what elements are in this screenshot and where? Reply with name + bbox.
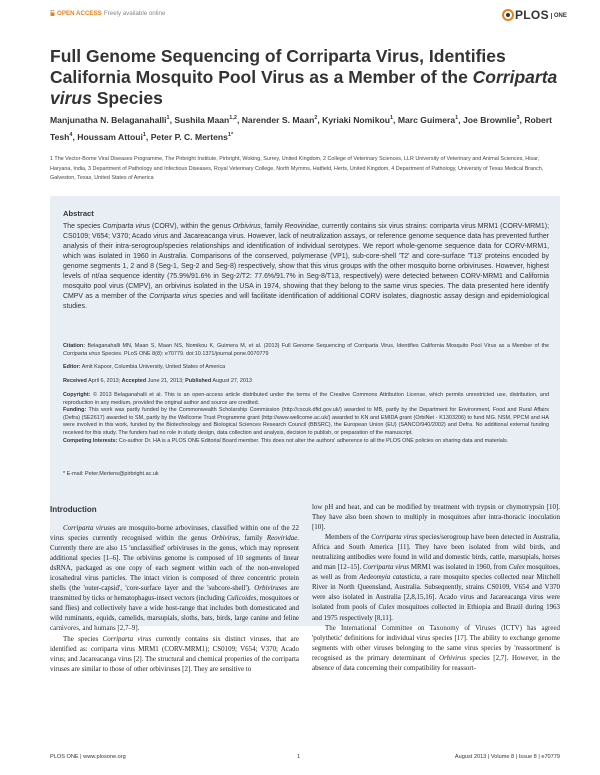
competing-text: Co-author Dr. HA is a PLOS ONE Editorial Board member. This does not alter the authors' adherence to all the PLOS ONE policies on sharing data and materials. bbox=[118, 438, 509, 444]
journal-logo[interactable] bbox=[502, 6, 567, 24]
published-date: August 27, 2013 bbox=[212, 378, 252, 384]
author-name: Houssam Attoui bbox=[77, 131, 143, 142]
left-column bbox=[50, 523, 299, 674]
email[interactable]: * E-mail: Peter.Mertens@pirbright.ac.uk bbox=[63, 471, 159, 477]
published-label: Published bbox=[185, 378, 212, 384]
author-name: Kyriaki Nomikou bbox=[322, 114, 390, 125]
open-lock-icon bbox=[50, 10, 55, 16]
introduction-heading: Introduction bbox=[50, 505, 97, 514]
author-affiliation-mark: 2 bbox=[314, 115, 318, 121]
right-column bbox=[312, 502, 560, 673]
author-name: Robert Tesh bbox=[50, 114, 553, 142]
editor-label: Editor: bbox=[63, 364, 81, 370]
author-list: Manjunatha N. Belaganahalli$^1$, Sushila Maan$^{1,2}$, Narender S. Maan$^2$, Kyriaki Nomikou$^1$, Marc Guimera$^1$, Joe Brownlie$^3$, Robert Tesh$^4$, Houssam Attoui$^1$, Peter P. C. Mertens$^{1*}$ bbox=[50, 114, 553, 142]
author-name: Joe Brownlie bbox=[463, 114, 517, 125]
intro-paragraph-2: The species Corriparta virus currently contains six distinct viruses, that are identified as: corriparta virus MRM1 (CORV-MRM1); CS0109; V654; V370; Acado virus; and Jacareacanga virus [2]. The structural and chemical properties of the corriparta viruses are similar to those of other orbiviruses [2]. They are sensitive to bbox=[50, 634, 299, 673]
author-name: Narender S. Maan bbox=[241, 114, 315, 125]
logo-one-text: ONE bbox=[551, 13, 567, 19]
open-access-label: OPEN ACCESS bbox=[57, 10, 102, 17]
citation-label: Citation: bbox=[63, 343, 86, 349]
author-affiliation-mark: 3 bbox=[516, 115, 520, 121]
author-affiliation-mark: 1 bbox=[389, 115, 394, 121]
author-affiliation-mark: 1,2 bbox=[229, 115, 237, 121]
competing-interests bbox=[63, 438, 549, 446]
abstract-text: The species Corriparta virus (CORV), within the genus Orbivirus, family Reoviridae, currently contains six virus strains: corriparta virus MRM1 (CORV-MRM1); CS0109; V654; V370; Acado virus and Jacareacanga virus. However, lack of neutralization assays, or reference genome sequence data has prevented further analysis of their intra-serogroup/species relationships and identification of individual serotypes. We report whole-genome sequence data for CORV-MRM1, which was isolated in 1960 in Australia. Comparisons of the conserved, polymerase (VP1), sub-core-shell 'T2' and core-surface 'T13' proteins encoded by genome segments 1, 2 and 8 (Seg-1, Seg-2 and Seg-8) respectively, show that this virus groups with the other mosquito borne orbiviruses. However, highest levels of nt/aa sequence identity (75.9%/91.6% in Seg-2/T2: 77.6%/91.7% in Seg-8/T13, respectively) were detected between CORV-MRM1 and California mosquito pool virus (CMPV), an orbivirus isolated in the USA in 1974, showing that they belong to the same virus species. The data presented here identify CMPV as a member of the Corriparta virus species and will facilitate identification of additional CORV isolates, diagnostic assay design and epidemiological studies. bbox=[63, 223, 550, 310]
author-name: Peter P. C. Mertens bbox=[150, 131, 228, 142]
funding-label: Funding: bbox=[63, 407, 87, 413]
footer-page-number: 1 bbox=[297, 754, 301, 760]
editor bbox=[63, 364, 549, 372]
author-affiliation-mark: 1 bbox=[455, 115, 459, 121]
accepted-label: Accepted bbox=[121, 378, 147, 384]
author-affiliation-mark: 4 bbox=[69, 131, 73, 138]
competing-label: Competing Interests: bbox=[63, 438, 118, 444]
funding bbox=[63, 407, 549, 437]
author-name: Marc Guimera bbox=[397, 114, 456, 125]
logo-plos-text: PLOS bbox=[515, 8, 549, 22]
received-label: Received bbox=[63, 378, 87, 384]
copyright bbox=[63, 392, 549, 407]
freely-available-label: Freely available online bbox=[103, 10, 166, 17]
footer-journal[interactable]: PLOS ONE | www.plosone.org bbox=[50, 754, 126, 760]
footer-issue: August 2013 | Volume 8 | Issue 8 | e70779 bbox=[454, 754, 560, 760]
open-access-banner[interactable] bbox=[50, 10, 165, 17]
author-affiliation-mark: 1 bbox=[166, 115, 170, 121]
intro-continued-paragraph: low pH and heat, and can be modified by treatment with trypsin or chymotrypsin [10]. They have also been shown to multiply in mosquitoes after intra-thoracic inoculation [10]. bbox=[312, 503, 560, 532]
copyright-label: Copyright: bbox=[63, 392, 91, 398]
author-name: Manjunatha N. Belaganahalli bbox=[50, 114, 167, 125]
author-affiliation-mark: 1* bbox=[227, 131, 234, 138]
author-affiliation-mark: 1 bbox=[142, 131, 146, 138]
copyright-text: © 2013 Belaganahalli et al. This is an open-access article distributed under the terms of the Creative Commons Attribution License, which permits unrestricted use, distribution, and reproduction in any medium, provided the original author and source are credited. bbox=[63, 392, 549, 406]
citation bbox=[63, 343, 549, 358]
funding-text: This work was partly funded by the Commonwealth Scholarship Commission (http://cscuk.dfid.gov.uk/) awarded to MB, partly by the Department for Environment, Food and Rural Affairs (Defra) (SE2617) awarded to SM, partly by the Wellcome Trust Programme grant (http://www.wellcome.ac.uk/) awarded to KN and EMIDA grant (OrbiNet - K1303206) to fund MG. NSM, PPCM and HA were involved in this work, funded by the Biotechnology and Biological Sciences Research Council (BBSRC), the European Union (EU) (SANCO/940/2002) and Defra. No additional external funding received for this study. The funders had no role in study design, data collection and analysis, decision to publish, or preparation of the manuscript. bbox=[63, 407, 550, 436]
accepted-date: June 21, 2013; bbox=[147, 378, 184, 384]
received-date: April 6, 2013; bbox=[88, 378, 121, 384]
plos-logo-icon bbox=[502, 9, 514, 21]
affiliations: 1 The Vector-Borne Viral Diseases Programme, The Pirbright Institute, Pirbright, Woking, Surrey, United Kingdom, 2 College of Veterinary Sciences, LLR University of Veterinary and Animal Sciences, Hisar, Haryana, India, 3 Department of Pathology and Infectious Diseases, Royal Veterinary College, North Mymms, Hatfield, Herts, United Kingdom, 4 Department of Pathology, University of Texas Medical Branch, Galveston, Texas, United States of America bbox=[50, 156, 544, 181]
author-name: Sushila Maan bbox=[174, 114, 230, 125]
article-title: Full Genome Sequencing of Corriparta Virus, Identifies California Mosquito Pool Virus as a Member of the Corriparta virus Species bbox=[50, 46, 558, 108]
abstract-heading: Abstract bbox=[63, 209, 94, 218]
intro-paragraph-1: Corriparta viruses are mosquito-borne arboviruses, classified within one of the 22 virus species currently recognised within the genus Orbivirus, family Reoviridae. Currently there are also 15 'unclassified' orbiviruses in the genus, which may represent additional species [1–6]. The orbivirus genome is composed of 10 segments of linear dsRNA, packaged as one copy of each segment within each of the non-enveloped icosahedral virus particles. The intact virion is composed of three concentric protein shells (the 'outer-capsid', 'core-surface layer and the 'subcore-shell'). Orbiviruses are transmitted by ticks or hematophagus-insect vectors (including Culicoides, mosquitoes or sand flies) and collectively have a wide host-range that includes both domesticated and wild ruminants, equids, camelids, marsupials, sloths, bats, birds, large canine and feline carnivores, and humans [2,7–9]. bbox=[50, 524, 300, 633]
intro-paragraph-3: Members of the Corriparta virus species/serogroup have been detected in Australia, Africa and South America [11]. They have been isolated from wild birds, and neutralizing antibodies were found in wild and domestic birds, cattle, marsupials, horses and man [12–15]. Corriparta virus MRM1 was isolated in 1960, from Culex mosquitoes, as well as from Aedeomyia catasticta, a rare mosquito species collected near Mitchell River in North Queensland, Australia. Subsequently, strains CS0109, V654 and V370 were also isolated in Australia [2,8,15,16]. Acado virus and Jacareacanga virus were isolated from pools of Culex mosquitoes collected in Ethiopia and Brazil during 1963 and 1975 respectively [8,11]. bbox=[312, 533, 560, 622]
citation-text: Belaganahalli MN, Maan S, Maan NS, Nomikou K, Guimera M, et al. (2013) Full Genome Sequencing of Corriparta Virus, Identifies California Mosquito Pool Virus as a Member of the Corriparta virus Species. PLoS ONE 8(8): e70779. doi:10.1371/journal.pone.0070779 bbox=[63, 343, 549, 357]
intro-paragraph-4: The International Committee on Taxonomy of Viruses (ICTV) has agreed 'polythetic' definitions for individual virus species [17]. The ability to exchange genome segments with other viruses belonging to the same virus species by 'reassortment' is recognised as the primary determinant of Orbivirus species [2,7]. However, in the absence of data concerning their compatibility for reassort- bbox=[312, 623, 560, 672]
dates bbox=[63, 378, 549, 386]
editor-text: Amit Kapoor, Columbia University, United States of America bbox=[81, 364, 226, 370]
